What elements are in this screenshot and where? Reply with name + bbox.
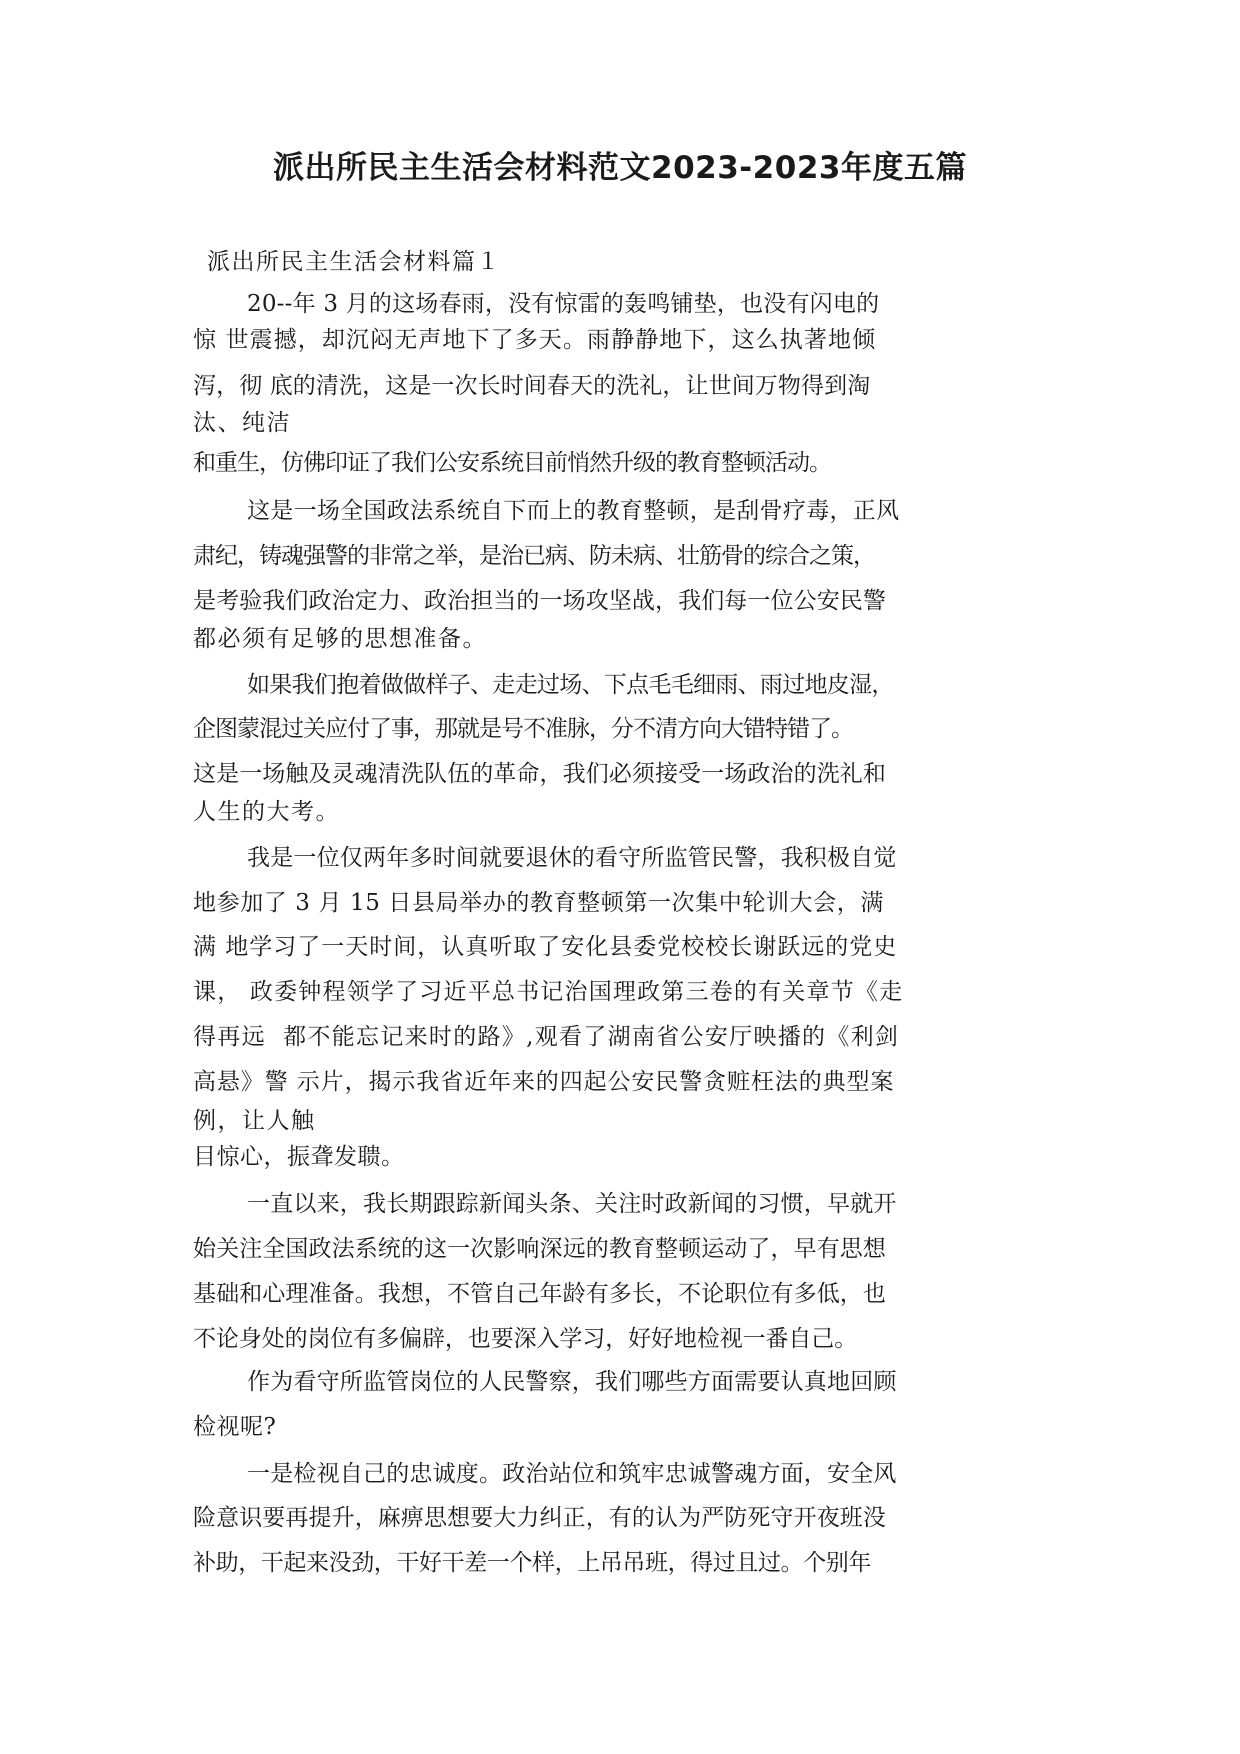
text-line: 不论身处的岗位有多偏辟，也要深入学习，好好地检视一番自己。 (193, 1326, 858, 1352)
text-line: 泻，彻 底的清洗，这是一次长时间春天的洗礼，让世间万物得到淘 (193, 373, 871, 399)
text-line: 课， 政委钟程领学了习近平总书记治国理政第三卷的有关章节《走 (193, 979, 904, 1005)
text-line: 补助，干起来没劲，干好干差一个样，上吊吊班，得过且过。个别年 (193, 1550, 872, 1576)
text-line: 作为看守所监管岗位的人民警察，我们哪些方面需要认真地回顾 (247, 1369, 897, 1395)
text-line: 企图蒙混过关应付了事，那就是号不准脉，分不清方向大错特错了。 (193, 716, 853, 742)
text-line: 始关注全国政法系统的这一次影响深远的教育整顿运动了，早有思想 (193, 1236, 886, 1262)
text-line: 我是一位仅两年多时间就要退休的看守所监管民警，我积极自觉 (247, 845, 897, 871)
text-line: 惊 世震撼，却沉闷无声地下了多天。雨静静地下，这么执著地倾 (193, 327, 877, 353)
section-heading: 派出所民主生活会材料篇１ (207, 249, 501, 275)
text-line: 这是一场触及灵魂清洗队伍的革命，我们必须接受一场政治的洗礼和 (193, 761, 886, 787)
text-line: 是考验我们政治定力、政治担当的一场攻坚战，我们每一位公安民警 (193, 588, 886, 614)
text-line: 得再远 都不能忘记来时的路》,观看了湖南省公安厅映播的《利剑 (193, 1024, 900, 1050)
text-line: 满 地学习了一天时间，认真听取了安化县委党校校长谢跃远的党史 (193, 934, 898, 960)
text-line: 这是一场全国政法系统自下而上的教育整顿，是刮骨疗毒，正风 (247, 498, 900, 524)
text-line: 基础和心理准备。我想，不管自己年龄有多长，不论职位有多低，也 (193, 1281, 886, 1307)
text-line: 险意识要再提升，麻痹思想要大力纠正，有的认为严防死守开夜班没 (193, 1505, 886, 1531)
text-line: 高悬》警 示片，揭示我省近年来的四起公安民警贪赃枉法的典型案 (193, 1069, 895, 1095)
text-line: 20--年 3 月的这场春雨，没有惊雷的轰鸣铺垫，也没有闪电的 (247, 291, 880, 317)
text-line: 都必须有足够的思想准备。 (193, 626, 487, 652)
text-line: 例，让人触 (193, 1108, 316, 1134)
text-line: 如果我们抱着做做样子、走走过场、下点毛毛细雨、雨过地皮湿， (247, 672, 894, 698)
text-line: 一是检视自己的忠诚度。政治站位和筑牢忠诚警魂方面，安全风 (247, 1461, 897, 1487)
text-line: 地参加了 3 月 15 日县局举办的教育整顿第一次集中轮训大会，满 (193, 890, 884, 916)
text-line: 检视呢? (193, 1414, 277, 1440)
text-line: 肃纪，铸魂强警的非常之举，是治已病、防未病、壮筋骨的综合之策， (193, 543, 875, 569)
document-title: 派出所民主生活会材料范文2023-2023年度五篇 (273, 150, 967, 186)
text-line: 目惊心，振聋发聩。 (193, 1144, 405, 1170)
text-line: 一直以来，我长期跟踪新闻头条、关注时政新闻的习惯，早就开 (247, 1191, 897, 1217)
text-line: 人生的大考。 (193, 799, 340, 825)
text-line: 和重生，仿佛印证了我们公安系统目前悄然升级的教育整顿活动。 (193, 450, 831, 476)
text-line: 汰、纯洁 (193, 410, 291, 436)
